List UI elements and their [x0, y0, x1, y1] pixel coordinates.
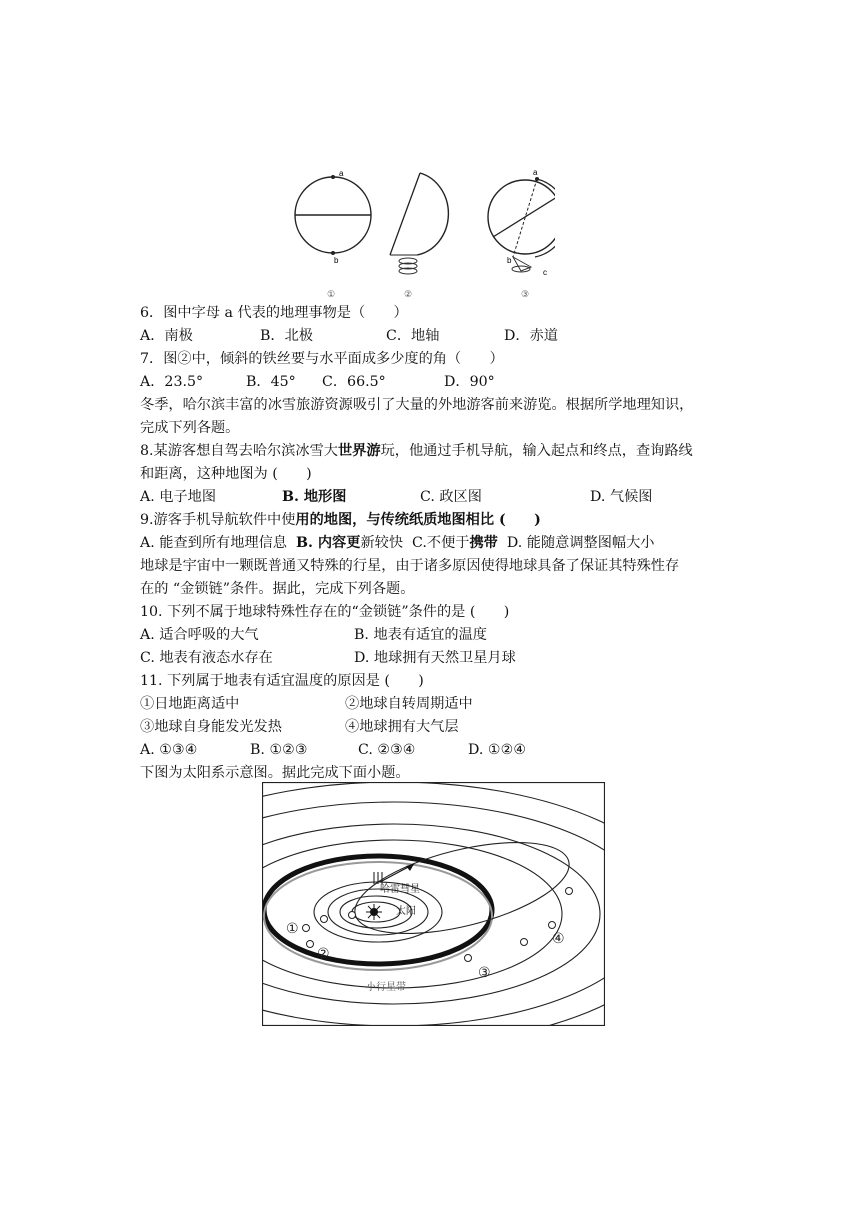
q10-option-b: B. 地表有适宜的温度 — [354, 627, 487, 643]
globe-2 — [390, 173, 448, 300]
q10-stem: 10. 下列不属于地球特殊性存在的“金锁链”条件的是 ( ) — [140, 604, 510, 620]
marker-3: ③ — [478, 965, 491, 981]
q6-option-b: B．北极 — [260, 328, 313, 344]
q6-option-a: A．南极 — [140, 328, 193, 344]
q8-options — [140, 486, 740, 509]
caption-3: ③ — [521, 290, 530, 300]
q11-items-row2 — [140, 716, 740, 739]
q9-stem — [140, 509, 740, 532]
q6-options — [140, 325, 740, 348]
sun-label: 太阳 — [396, 906, 416, 917]
solar-system-svg — [262, 782, 605, 1026]
q8-option-c: C. 政区图 — [420, 489, 482, 505]
label-a-globe3: a — [533, 168, 538, 177]
q11-option-b: B. ①②③ — [250, 742, 308, 758]
intro-earth-line1: 地球是宇宙中一颗既普通又特殊的行星，由于诸多原因使得地球具备了保证其特殊性存 — [140, 558, 680, 574]
q11-stem: 11. 下列属于地表有适宜温度的原因是 ( ) — [140, 673, 424, 689]
q9-option-b: B. 内容更 — [296, 535, 361, 551]
q7-option-d: D．90° — [444, 374, 495, 390]
q7-options — [140, 371, 740, 394]
q6-option-c: C．地轴 — [386, 328, 440, 344]
globe-figure-svg — [285, 165, 555, 303]
marker-1: ① — [286, 921, 299, 937]
q9-stem-part-a: 9.游客手机导航软件中使 — [140, 512, 296, 528]
q6-stem: 6．图中字母 a 代表的地理事物是（ ） — [140, 305, 408, 321]
label-b-globe3: b — [507, 256, 512, 265]
q7-option-b: B．45° — [246, 374, 296, 390]
figure-frame — [263, 783, 605, 1026]
q8-stem-part-a: 8.某游客想自驾去哈尔滨冰雪大 — [140, 443, 338, 459]
q11-item-1: ①日地距离适中 — [140, 696, 240, 712]
globe-3 — [488, 168, 555, 300]
q11-option-d: D. ①②④ — [468, 742, 527, 758]
marker-4: ④ — [552, 931, 565, 947]
q8-option-d: D. 气候图 — [590, 489, 653, 505]
globe-1 — [295, 169, 371, 300]
q10-options-row1 — [140, 624, 740, 647]
questions-block — [140, 302, 740, 785]
caption-1: ① — [327, 290, 336, 300]
marker-2: ② — [317, 946, 330, 962]
q10-option-d: D. 地球拥有天然卫星月球 — [354, 650, 516, 666]
q8-option-a: A. 电子地图 — [140, 489, 217, 505]
asteroid-belt-label: 小行星带 — [366, 982, 406, 993]
q9-option-c: C.不便于 — [412, 535, 470, 551]
intro-solar: 下图为太阳系示意图。据此完成下面小题。 — [140, 765, 410, 781]
q8-stem-line2: 和距离，这种地图为 ( ) — [140, 466, 312, 482]
q11-item-4: ④地球拥有大气层 — [345, 719, 459, 735]
q6-option-d: D．赤道 — [504, 328, 558, 344]
q9-stem-part-c: ( ) — [494, 512, 541, 528]
label-c-globe3: c — [543, 268, 547, 277]
q9-option-b2: 新较快 — [360, 535, 404, 551]
intro-harbin-line2: 完成下列各题。 — [140, 420, 240, 436]
q7-option-a: A．23.5° — [140, 374, 204, 390]
solar-system-figure — [262, 782, 605, 1026]
sun — [366, 904, 382, 920]
halley-label: 哈雷彗星 — [380, 884, 420, 895]
q11-item-2: ②地球自转周期适中 — [345, 696, 473, 712]
label-b-globe1: b — [334, 256, 339, 265]
q11-item-3: ③地球自身能发光发热 — [140, 719, 282, 735]
q11-items-row1 — [140, 693, 740, 716]
q11-option-a: A. ①③④ — [140, 742, 198, 758]
q8-option-b: B. 地形图 — [282, 489, 347, 505]
q8-stem-line1 — [140, 440, 740, 463]
q9-option-a: A. 能查到所有地理信息 — [140, 535, 287, 551]
q9-option-d: D. 能随意调整图幅大小 — [506, 535, 655, 551]
q10-option-a: A. 适合呼吸的大气 — [140, 627, 259, 643]
q9-option-c2: 携带 — [469, 535, 498, 551]
q10-option-c: C. 地表有液态水存在 — [140, 650, 273, 666]
q7-option-c: C．66.5° — [322, 374, 386, 390]
q8-stem-part-c: 玩，他通过手机导航，输入起点和终点，查询路线 — [380, 443, 693, 459]
q9-stem-part-b: 用的地图，与传统纸质地图相比 — [295, 512, 495, 528]
q9-options — [140, 532, 740, 555]
label-a-globe1: a — [339, 169, 344, 178]
intro-harbin-line1: 冬季，哈尔滨丰富的冰雪旅游资源吸引了大量的外地游客前来游览。根据所学地理知识， — [140, 397, 694, 413]
q10-options-row2 — [140, 647, 740, 670]
intro-earth-line2: 在的 “金锁链”条件。据此，完成下列各题。 — [140, 581, 415, 597]
q8-stem-part-b: 世界游 — [337, 443, 381, 459]
q11-options — [140, 739, 740, 762]
q11-option-c: C. ②③④ — [358, 742, 416, 758]
globe-figure — [285, 165, 555, 303]
q7-stem: 7．图②中，倾斜的铁丝要与水平面成多少度的角（ ） — [140, 351, 504, 367]
caption-2: ② — [404, 290, 413, 300]
